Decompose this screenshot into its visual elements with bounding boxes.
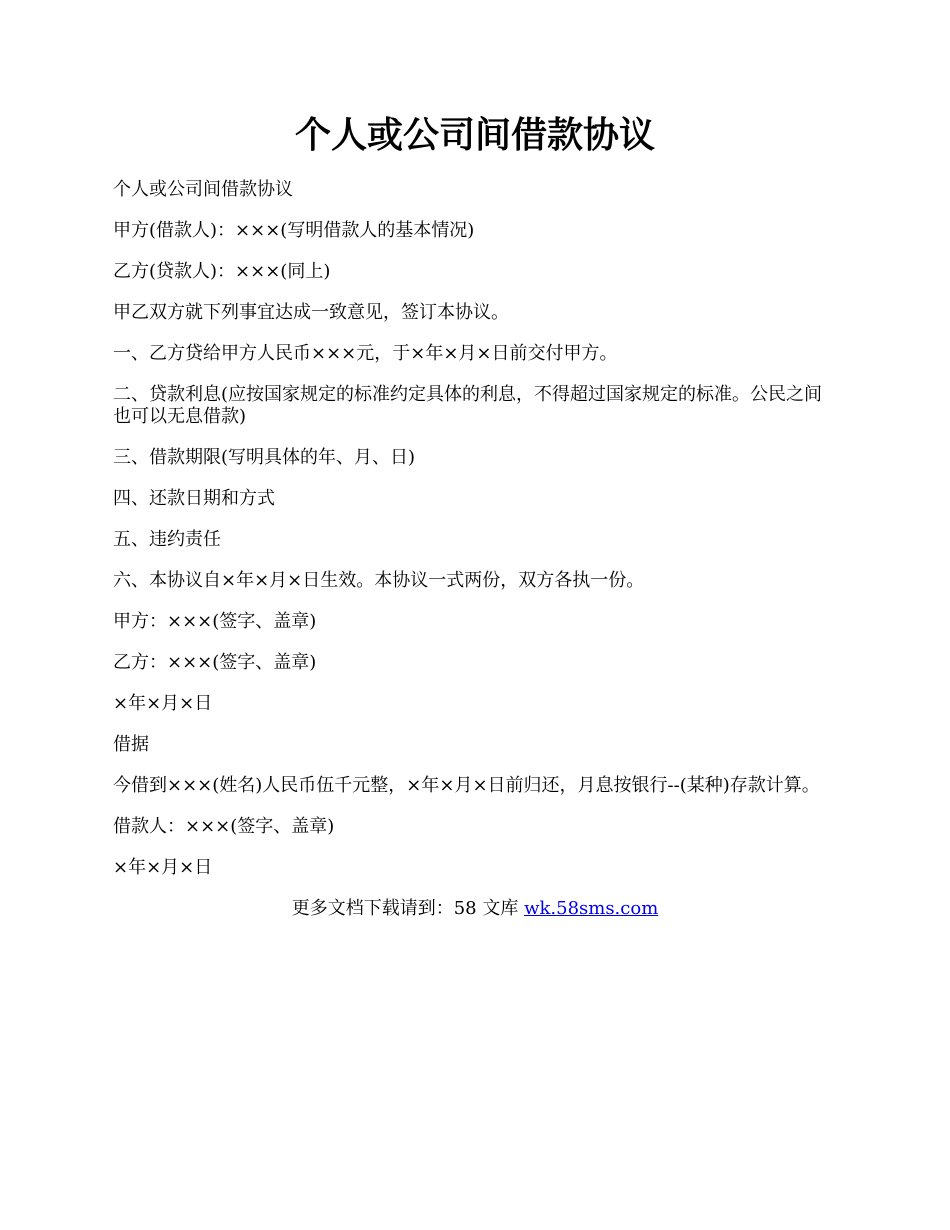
paragraph-clause-2: 二、贷款利息(应按国家规定的标准约定具体的利息，不得超过国家规定的标准。公民之间也可以无息借款) xyxy=(113,384,823,427)
paragraph-receipt-date: ×年×月×日 xyxy=(113,857,213,878)
paragraph-clause-4: 四、还款日期和方式 xyxy=(113,488,275,509)
paragraph-signature-b: 乙方：×××(签字、盖章) xyxy=(113,652,317,673)
paragraph-heading: 个人或公司间借款协议 xyxy=(113,179,293,200)
paragraph-receipt-heading: 借据 xyxy=(113,734,149,755)
paragraph-clause-6: 六、本协议自×年×月×日生效。本协议一式两份，双方各执一份。 xyxy=(113,570,645,591)
footer-link[interactable]: wk.58sms.com xyxy=(524,898,659,919)
paragraph-date: ×年×月×日 xyxy=(113,693,213,714)
paragraph-party-b: 乙方(贷款人)：×××(同上) xyxy=(113,261,331,282)
page-title: 个人或公司间借款协议 xyxy=(294,114,655,156)
paragraph-party-a: 甲方(借款人)：×××(写明借款人的基本情况) xyxy=(113,220,475,241)
footer xyxy=(0,898,950,920)
paragraph-clause-1: 一、乙方贷给甲方人民币×××元，于×年×月×日前交付甲方。 xyxy=(113,343,618,364)
paragraph-clause-3: 三、借款期限(写明具体的年、月、日) xyxy=(113,447,416,468)
paragraph-borrower-signature: 借款人：×××(签字、盖章) xyxy=(113,816,335,837)
paragraph-clause-5: 五、违约责任 xyxy=(113,529,221,550)
paragraph-receipt-body: 今借到×××(姓名)人民币伍千元整，×年×月×日前归还，月息按银行--(某种)存款计算。 xyxy=(113,775,820,796)
document-body xyxy=(113,179,833,898)
footer-text: 更多文档下载请到：58 文库 xyxy=(291,898,525,919)
paragraph-signature-a: 甲方：×××(签字、盖章) xyxy=(113,611,317,632)
paragraph-agreement: 甲乙双方就下列事宜达成一致意见，签订本协议。 xyxy=(113,302,509,323)
